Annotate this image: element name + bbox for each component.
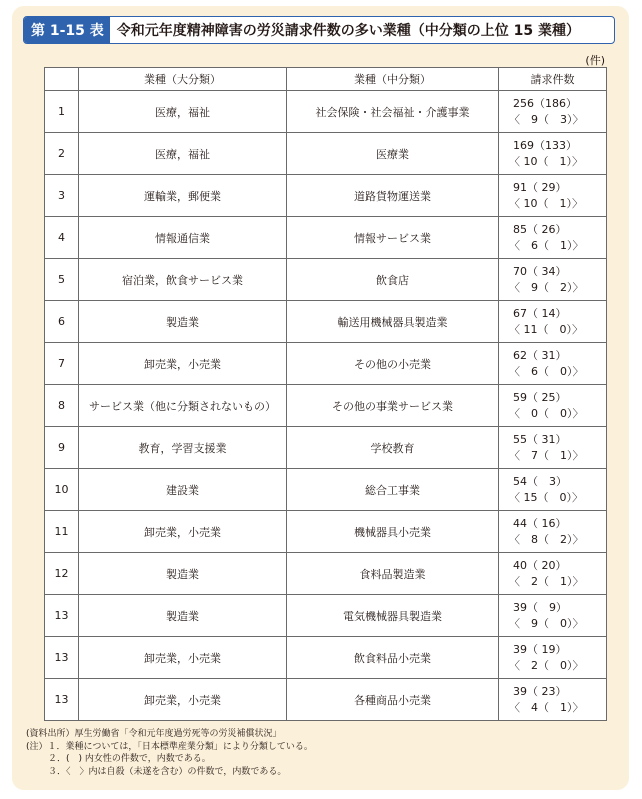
rank-cell: 2	[45, 133, 79, 175]
claim-count-suicide: 〈 6（ 1）〉	[509, 238, 584, 252]
header-major-category: 業種（大分類）	[79, 68, 287, 91]
table-title-bar	[23, 16, 615, 44]
table-row	[45, 469, 607, 511]
claim-count-suicide: 〈 9（ 3）〉	[509, 112, 584, 126]
claim-count-total: 40（ 20）	[513, 558, 567, 572]
major-category-cell: 製造業	[79, 553, 287, 595]
middle-category-cell: 社会保険・社会福祉・介護事業	[287, 91, 499, 133]
major-category-cell: 建設業	[79, 469, 287, 511]
major-category-cell: 医療，福祉	[79, 133, 287, 175]
table-header-row	[45, 68, 607, 91]
major-category-cell: 製造業	[79, 301, 287, 343]
major-category-cell: 運輸業，郵便業	[79, 175, 287, 217]
header-claim-count: 請求件数	[499, 68, 607, 91]
middle-category-cell: 食料品製造業	[287, 553, 499, 595]
claim-count-cell	[499, 91, 607, 133]
claim-count-total: 70（ 34）	[513, 264, 567, 278]
middle-category-cell: 電気機械器具製造業	[287, 595, 499, 637]
table-row	[45, 553, 607, 595]
claim-count-cell	[499, 679, 607, 721]
header-rank	[45, 68, 79, 91]
claim-count-total: 44（ 16）	[513, 516, 567, 530]
claim-count-cell	[499, 511, 607, 553]
claim-count-total: 39（ 19）	[513, 642, 567, 656]
major-category-cell: 卸売業，小売業	[79, 679, 287, 721]
note-2: ２．( ) 内女性の件数で，内数である。	[48, 754, 211, 764]
table-row	[45, 343, 607, 385]
claim-count-total: 169（133）	[513, 138, 577, 152]
claim-count-total: 39（ 23）	[513, 684, 567, 698]
table-row	[45, 91, 607, 133]
unit-label: (件)	[585, 54, 605, 67]
claim-count-suicide: 〈 2（ 0）〉	[509, 658, 584, 672]
notes	[26, 728, 313, 778]
major-category-cell: 宿泊業，飲食サービス業	[79, 259, 287, 301]
middle-category-cell: 総合工事業	[287, 469, 499, 511]
claim-count-cell	[499, 385, 607, 427]
middle-category-cell: 飲食店	[287, 259, 499, 301]
claim-count-suicide: 〈 6（ 0）〉	[509, 364, 584, 378]
table-row	[45, 679, 607, 721]
rank-cell: 12	[45, 553, 79, 595]
middle-category-cell: 各種商品小売業	[287, 679, 499, 721]
header-middle-category: 業種（中分類）	[287, 68, 499, 91]
claim-count-cell	[499, 427, 607, 469]
claim-count-suicide: 〈 8（ 2）〉	[509, 532, 584, 546]
claim-count-suicide: 〈 4（ 1）〉	[509, 700, 584, 714]
rank-cell: 13	[45, 679, 79, 721]
table-row	[45, 133, 607, 175]
major-category-cell: 卸売業，小売業	[79, 343, 287, 385]
claim-count-suicide: 〈 11（ 0）〉	[509, 322, 583, 336]
rank-cell: 9	[45, 427, 79, 469]
middle-category-cell: 輸送用機械器具製造業	[287, 301, 499, 343]
note-1: (注）１．業種については，「日本標準産業分類」により分類している。	[26, 741, 313, 752]
claim-count-cell	[499, 343, 607, 385]
note-3: ３．〈 〉内は自殺（未遂を含む）の件数で，内数である。	[48, 766, 287, 777]
rank-cell: 3	[45, 175, 79, 217]
rank-cell: 7	[45, 343, 79, 385]
table-number-label: 第 1-15 表	[24, 17, 110, 43]
claim-count-suicide: 〈 2（ 1）〉	[509, 574, 584, 588]
middle-category-cell: 機械器具小売業	[287, 511, 499, 553]
table-row	[45, 301, 607, 343]
claim-count-cell	[499, 133, 607, 175]
table-row	[45, 637, 607, 679]
claim-count-total: 62（ 31）	[513, 348, 567, 362]
claim-count-suicide: 〈 0（ 0）〉	[509, 406, 584, 420]
table-row	[45, 595, 607, 637]
table-row	[45, 175, 607, 217]
claim-count-total: 59（ 25）	[513, 390, 567, 404]
middle-category-cell: 医療業	[287, 133, 499, 175]
rank-cell: 6	[45, 301, 79, 343]
claim-count-suicide: 〈 9（ 0）〉	[509, 616, 584, 630]
middle-category-cell: 飲食料品小売業	[287, 637, 499, 679]
claim-count-cell	[499, 301, 607, 343]
table-row	[45, 511, 607, 553]
major-category-cell: 卸売業，小売業	[79, 637, 287, 679]
claim-count-cell	[499, 595, 607, 637]
middle-category-cell: 道路貨物運送業	[287, 175, 499, 217]
claim-count-total: 39（ 9）	[513, 600, 567, 614]
claim-count-cell	[499, 175, 607, 217]
rank-cell: 13	[45, 595, 79, 637]
claim-count-total: 67（ 14）	[513, 306, 567, 320]
major-category-cell: 製造業	[79, 595, 287, 637]
claim-count-suicide: 〈 15（ 0）〉	[509, 490, 583, 504]
claim-count-cell	[499, 259, 607, 301]
claim-count-cell	[499, 217, 607, 259]
major-category-cell: 教育，学習支援業	[79, 427, 287, 469]
table-row	[45, 217, 607, 259]
claim-count-suicide: 〈 10（ 1）〉	[509, 196, 583, 210]
major-category-cell: 情報通信業	[79, 217, 287, 259]
claim-count-cell	[499, 637, 607, 679]
rank-cell: 13	[45, 637, 79, 679]
table-row	[45, 259, 607, 301]
table-row	[45, 427, 607, 469]
table-row	[45, 385, 607, 427]
claim-count-total: 91（ 29）	[513, 180, 567, 194]
rank-cell: 4	[45, 217, 79, 259]
middle-category-cell: 情報サービス業	[287, 217, 499, 259]
rank-cell: 8	[45, 385, 79, 427]
claim-count-suicide: 〈 9（ 2）〉	[509, 280, 584, 294]
claim-count-total: 54（ 3）	[513, 474, 567, 488]
middle-category-cell: その他の小売業	[287, 343, 499, 385]
major-category-cell: 卸売業，小売業	[79, 511, 287, 553]
major-category-cell: 医療，福祉	[79, 91, 287, 133]
rank-cell: 10	[45, 469, 79, 511]
rank-cell: 11	[45, 511, 79, 553]
claim-count-suicide: 〈 10（ 1）〉	[509, 154, 583, 168]
claim-count-total: 55（ 31）	[513, 432, 567, 446]
claim-count-total: 85（ 26）	[513, 222, 567, 236]
claim-count-cell	[499, 469, 607, 511]
major-category-cell: サービス業（他に分類されないもの）	[79, 385, 287, 427]
middle-category-cell: 学校教育	[287, 427, 499, 469]
claim-count-total: 256（186）	[513, 96, 577, 110]
middle-category-cell: その他の事業サービス業	[287, 385, 499, 427]
claim-count-suicide: 〈 7（ 1）〉	[509, 448, 584, 462]
claims-table	[44, 67, 607, 721]
rank-cell: 1	[45, 91, 79, 133]
claim-count-cell	[499, 553, 607, 595]
rank-cell: 5	[45, 259, 79, 301]
note-source: (資料出所）厚生労働省「令和元年度過労死等の労災補償状況」	[26, 729, 282, 739]
table-title: 令和元年度精神障害の労災請求件数の多い業種（中分類の上位 15 業種）	[116, 23, 581, 39]
